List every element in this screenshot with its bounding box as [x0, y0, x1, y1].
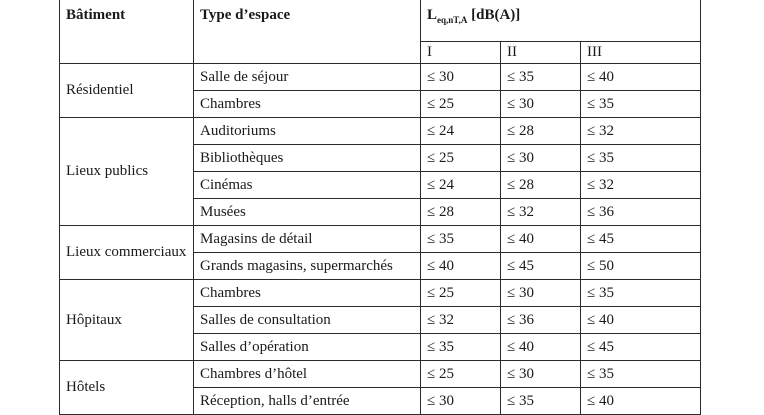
header-batiment: Bâtiment — [60, 0, 194, 64]
table-row — [60, 118, 701, 145]
limit-value-cell: ≤ 50 — [581, 253, 701, 280]
table-body — [60, 64, 701, 415]
limit-value-cell: ≤ 25 — [421, 361, 501, 388]
limit-value-cell: ≤ 30 — [421, 64, 501, 91]
limit-value-cell: ≤ 30 — [501, 361, 581, 388]
limit-value-cell: ≤ 35 — [501, 388, 581, 415]
limit-value-cell: ≤ 25 — [421, 280, 501, 307]
table-row — [60, 64, 701, 91]
limit-value-cell: ≤ 35 — [421, 334, 501, 361]
limit-value-cell: ≤ 30 — [501, 280, 581, 307]
type-espace-cell: Auditoriums — [194, 118, 421, 145]
limit-value-cell: ≤ 35 — [581, 145, 701, 172]
limit-value-cell: ≤ 40 — [501, 226, 581, 253]
limit-value-cell: ≤ 35 — [581, 361, 701, 388]
limit-value-cell: ≤ 28 — [501, 118, 581, 145]
limit-value-cell: ≤ 25 — [421, 91, 501, 118]
limit-value-cell: ≤ 45 — [581, 334, 701, 361]
type-espace-cell: Musées — [194, 199, 421, 226]
type-espace-cell: Chambres — [194, 280, 421, 307]
type-espace-cell: Bibliothèques — [194, 145, 421, 172]
leq-unit: [dB(A)] — [467, 7, 521, 23]
limit-value-cell: ≤ 30 — [421, 388, 501, 415]
limit-value-cell: ≤ 35 — [421, 226, 501, 253]
table-row — [60, 361, 701, 388]
limit-value-cell: ≤ 32 — [581, 118, 701, 145]
class-header-ii: II — [501, 42, 581, 64]
limit-value-cell: ≤ 30 — [501, 91, 581, 118]
limit-value-cell: ≤ 28 — [501, 172, 581, 199]
limit-value-cell: ≤ 36 — [581, 199, 701, 226]
limit-value-cell: ≤ 40 — [581, 307, 701, 334]
table-row — [60, 280, 701, 307]
batiment-cell: Lieux commerciaux — [60, 226, 194, 280]
limit-value-cell: ≤ 28 — [421, 199, 501, 226]
type-espace-cell: Chambres — [194, 91, 421, 118]
limit-value-cell: ≤ 40 — [581, 388, 701, 415]
type-espace-cell: Salle de séjour — [194, 64, 421, 91]
type-espace-cell: Réception, halls d’entrée — [194, 388, 421, 415]
class-header-iii: III — [581, 42, 701, 64]
header-leq — [421, 0, 701, 42]
limit-value-cell: ≤ 35 — [581, 280, 701, 307]
batiment-cell: Hôpitaux — [60, 280, 194, 361]
limit-value-cell: ≤ 35 — [501, 64, 581, 91]
limit-value-cell: ≤ 40 — [501, 334, 581, 361]
limit-value-cell: ≤ 32 — [501, 199, 581, 226]
limit-value-cell: ≤ 25 — [421, 145, 501, 172]
limit-value-cell: ≤ 45 — [581, 226, 701, 253]
limit-value-cell: ≤ 30 — [501, 145, 581, 172]
leq-symbol: L — [427, 7, 438, 23]
limit-value-cell: ≤ 45 — [501, 253, 581, 280]
batiment-cell: Résidentiel — [60, 64, 194, 118]
type-espace-cell: Chambres d’hôtel — [194, 361, 421, 388]
class-header-i: I — [421, 42, 501, 64]
limit-value-cell: ≤ 24 — [421, 118, 501, 145]
leq-subscript: eq,nT,A — [437, 15, 468, 25]
batiment-cell: Lieux publics — [60, 118, 194, 226]
batiment-cell: Hôtels — [60, 361, 194, 415]
type-espace-cell: Salles d’opération — [194, 334, 421, 361]
type-espace-cell: Salles de consultation — [194, 307, 421, 334]
header-type-espace: Type d’espace — [194, 0, 421, 64]
table-row — [60, 226, 701, 253]
limit-value-cell: ≤ 40 — [421, 253, 501, 280]
limit-value-cell: ≤ 24 — [421, 172, 501, 199]
noise-level-table — [59, 0, 701, 415]
limit-value-cell: ≤ 36 — [501, 307, 581, 334]
limit-value-cell: ≤ 32 — [421, 307, 501, 334]
limit-value-cell: ≤ 35 — [581, 91, 701, 118]
type-espace-cell: Grands magasins, supermarchés — [194, 253, 421, 280]
limit-value-cell: ≤ 40 — [581, 64, 701, 91]
type-espace-cell: Cinémas — [194, 172, 421, 199]
limit-value-cell: ≤ 32 — [581, 172, 701, 199]
type-espace-cell: Magasins de détail — [194, 226, 421, 253]
